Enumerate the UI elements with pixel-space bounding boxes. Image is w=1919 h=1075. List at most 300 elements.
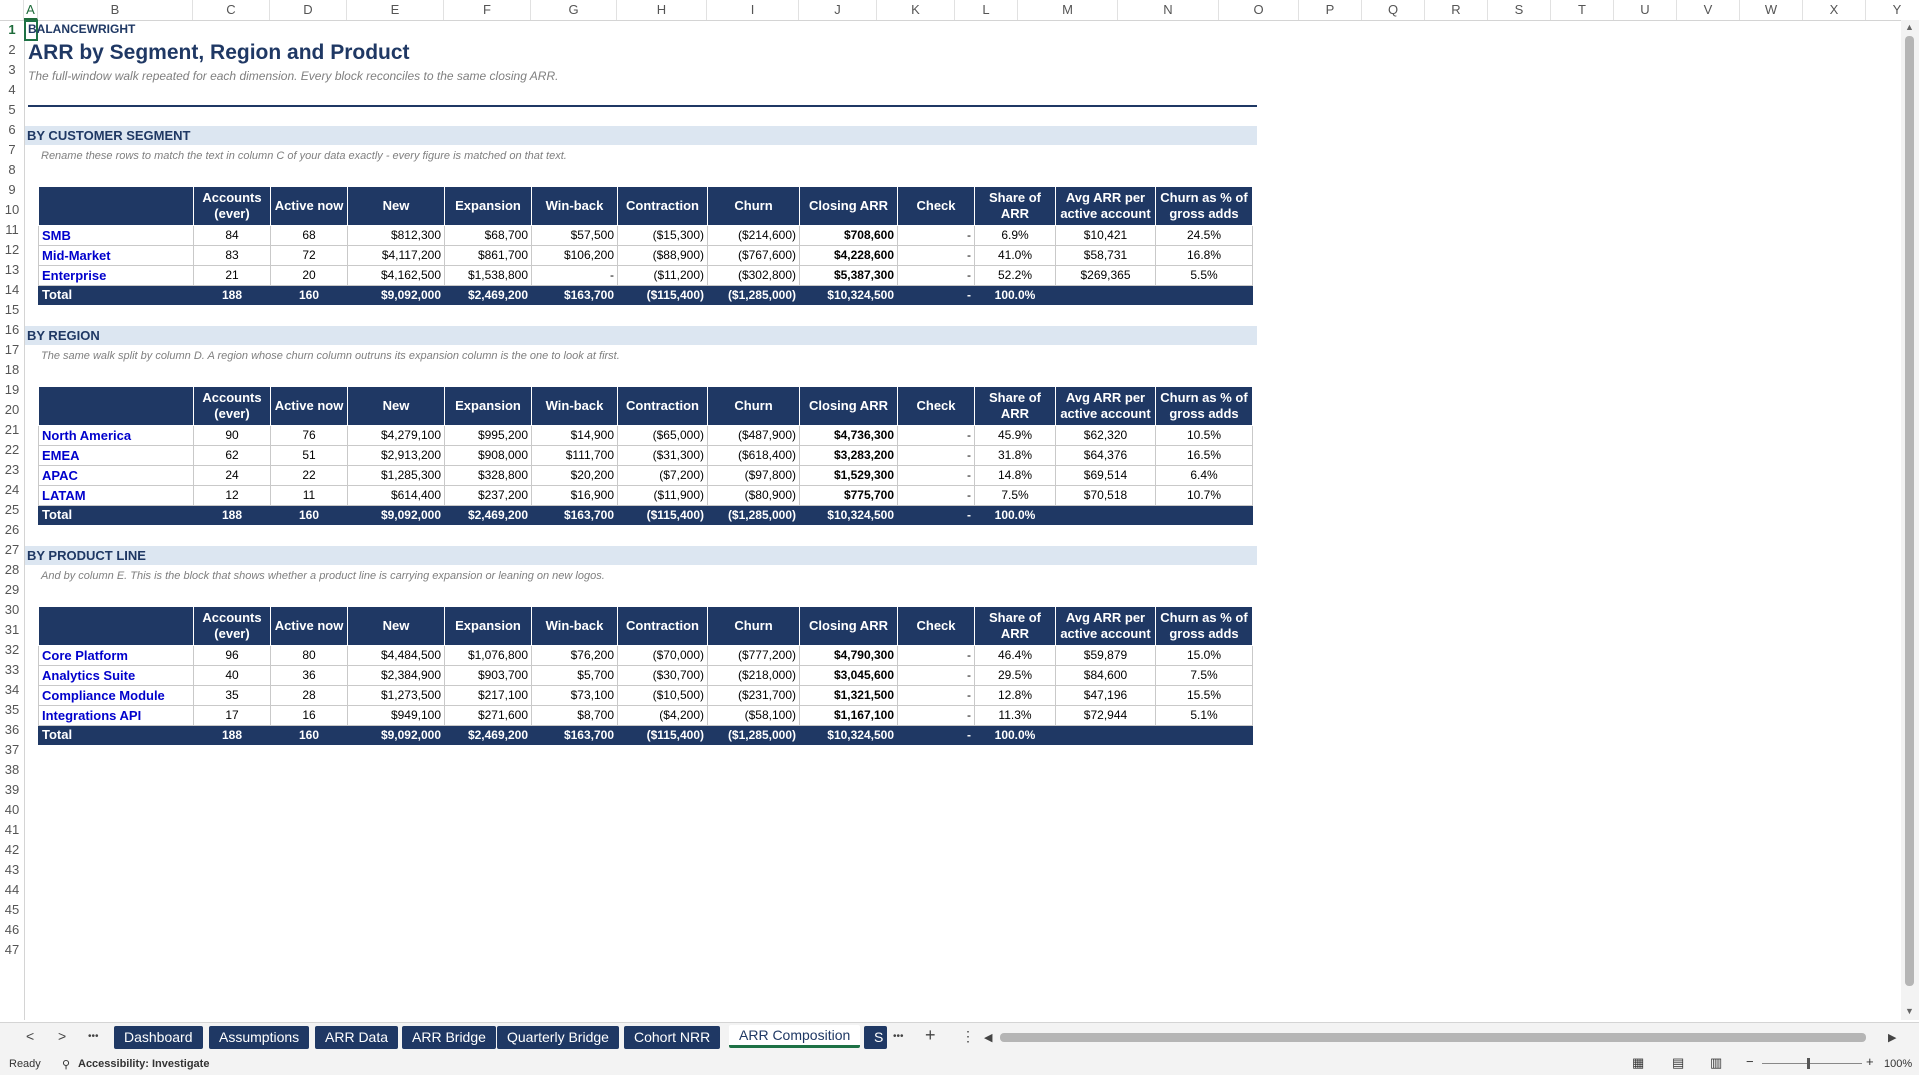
row-header-5[interactable]: 5 [8, 102, 16, 117]
cell-winback[interactable]: $16,900 [532, 486, 618, 506]
column-header-closing[interactable]: Closing ARR [800, 187, 898, 226]
cell-churnpct[interactable]: 15.5% [1156, 686, 1253, 706]
cell-winback[interactable]: $73,100 [532, 686, 618, 706]
cell-avg[interactable]: $62,320 [1056, 426, 1156, 446]
cell-new[interactable]: $4,484,500 [348, 646, 445, 666]
cell-churn[interactable]: ($80,900) [708, 486, 800, 506]
cell-closing[interactable]: $1,321,500 [800, 686, 898, 706]
column-header-k[interactable]: K [877, 0, 955, 20]
page-break-preview-icon[interactable]: ▥ [1710, 1055, 1723, 1070]
cell-winback[interactable]: $106,200 [532, 246, 618, 266]
cell-new[interactable]: $4,279,100 [348, 426, 445, 446]
cell-label[interactable]: Enterprise [39, 266, 194, 286]
column-header-j[interactable]: J [799, 0, 877, 20]
cell-expansion[interactable]: $1,538,800 [445, 266, 532, 286]
cell-closing[interactable]: $3,045,600 [800, 666, 898, 686]
cell-new[interactable]: $2,384,900 [348, 666, 445, 686]
cell-winback[interactable]: $5,700 [532, 666, 618, 686]
column-header-check[interactable]: Check [898, 187, 975, 226]
cell-label[interactable]: APAC [39, 466, 194, 486]
column-header-g[interactable]: G [531, 0, 617, 20]
cell-winback[interactable]: $163,700 [532, 286, 618, 305]
cell-churn[interactable]: ($767,600) [708, 246, 800, 266]
cell-active[interactable]: 20 [271, 266, 348, 286]
cell-avg[interactable]: $59,879 [1056, 646, 1156, 666]
cell-new[interactable]: $2,913,200 [348, 446, 445, 466]
column-header-expansion[interactable]: Expansion [445, 187, 532, 226]
row-header-6[interactable]: 6 [8, 122, 16, 137]
column-header-avg[interactable]: Avg ARR per active account [1056, 607, 1156, 646]
cell-label[interactable]: Mid-Market [39, 246, 194, 266]
cell-avg[interactable] [1056, 506, 1156, 525]
cell-new[interactable]: $812,300 [348, 226, 445, 246]
row-header-25[interactable]: 25 [4, 502, 20, 517]
row-header-1[interactable]: 1 [8, 22, 16, 37]
cell-closing[interactable]: $1,529,300 [800, 466, 898, 486]
cell-share[interactable]: 100.0% [975, 506, 1056, 525]
column-header-x[interactable]: X [1803, 0, 1866, 20]
sheet-tab-dashboard[interactable]: Dashboard [114, 1026, 203, 1049]
hscroll-right-icon[interactable]: ▶ [1888, 1032, 1897, 1044]
cell-check[interactable]: - [898, 226, 975, 246]
row-header-18[interactable]: 18 [4, 362, 20, 377]
column-header-share[interactable]: Share of ARR [975, 187, 1056, 226]
cell-winback[interactable]: $111,700 [532, 446, 618, 466]
row-header-3[interactable]: 3 [8, 62, 16, 77]
cell-contraction[interactable]: ($115,400) [618, 506, 708, 525]
column-header-closing[interactable]: Closing ARR [800, 387, 898, 426]
cell-active[interactable]: 160 [271, 286, 348, 305]
column-header-closing[interactable]: Closing ARR [800, 607, 898, 646]
column-header-churn[interactable]: Churn [708, 607, 800, 646]
cell-closing[interactable]: $3,283,200 [800, 446, 898, 466]
cell-churnpct[interactable] [1156, 286, 1253, 305]
column-header-p[interactable]: P [1299, 0, 1362, 20]
page-layout-icon[interactable]: ▤ [1672, 1055, 1685, 1070]
cell-accounts[interactable]: 84 [194, 226, 271, 246]
column-header-active[interactable]: Active now [271, 607, 348, 646]
column-header-churn[interactable]: Churn [708, 387, 800, 426]
cell-check[interactable]: - [898, 686, 975, 706]
cell-accounts[interactable]: 96 [194, 646, 271, 666]
cell-label[interactable]: Total [39, 506, 194, 525]
row-header-26[interactable]: 26 [4, 522, 20, 537]
cell-expansion[interactable]: $861,700 [445, 246, 532, 266]
normal-view-icon[interactable]: ▦ [1632, 1055, 1645, 1070]
cell-winback[interactable]: - [532, 266, 618, 286]
cell-new[interactable]: $4,162,500 [348, 266, 445, 286]
row-header-11[interactable]: 11 [5, 222, 19, 237]
cell-expansion[interactable]: $217,100 [445, 686, 532, 706]
cell-active[interactable]: 28 [271, 686, 348, 706]
row-header-15[interactable]: 15 [4, 302, 20, 317]
cell-churn[interactable]: ($214,600) [708, 226, 800, 246]
zoom-in-button[interactable]: + [1866, 1054, 1874, 1069]
cell-churnpct[interactable]: 5.1% [1156, 706, 1253, 726]
row-header-32[interactable]: 32 [4, 642, 20, 657]
cell-accounts[interactable]: 62 [194, 446, 271, 466]
cell-avg[interactable]: $58,731 [1056, 246, 1156, 266]
cell-avg[interactable]: $69,514 [1056, 466, 1156, 486]
column-header-churnpct[interactable]: Churn as % of gross adds [1156, 607, 1253, 646]
cell-label[interactable]: Total [39, 286, 194, 305]
row-header-43[interactable]: 43 [4, 862, 20, 877]
column-header-active[interactable]: Active now [271, 187, 348, 226]
select-all-corner[interactable] [0, 0, 24, 20]
cell-share[interactable]: 41.0% [975, 246, 1056, 266]
cell-churn[interactable]: ($218,000) [708, 666, 800, 686]
row-header-36[interactable]: 36 [4, 722, 20, 737]
column-header-churnpct[interactable]: Churn as % of gross adds [1156, 187, 1253, 226]
cell-contraction[interactable]: ($115,400) [618, 726, 708, 745]
cell-accounts[interactable]: 12 [194, 486, 271, 506]
cell-check[interactable]: - [898, 266, 975, 286]
column-header-f[interactable]: F [444, 0, 531, 20]
column-header-new[interactable]: New [348, 387, 445, 426]
row-header-46[interactable]: 46 [4, 922, 20, 937]
cell-share[interactable]: 52.2% [975, 266, 1056, 286]
column-header-avg[interactable]: Avg ARR per active account [1056, 387, 1156, 426]
tab-more-icon[interactable]: ••• [88, 1031, 99, 1042]
cell-expansion[interactable]: $908,000 [445, 446, 532, 466]
row-header-21[interactable]: 21 [4, 422, 20, 437]
row-header-20[interactable]: 20 [4, 402, 20, 417]
cell-label[interactable]: LATAM [39, 486, 194, 506]
cell-share[interactable]: 100.0% [975, 286, 1056, 305]
cell-closing[interactable]: $10,324,500 [800, 726, 898, 745]
cell-active[interactable]: 16 [271, 706, 348, 726]
column-header-expansion[interactable]: Expansion [445, 387, 532, 426]
vertical-scrollbar[interactable] [1901, 20, 1919, 1020]
row-header-24[interactable]: 24 [4, 482, 20, 497]
tab-options-icon[interactable]: ⋮ [961, 1028, 975, 1044]
row-header-14[interactable]: 14 [4, 282, 20, 297]
cell-winback[interactable]: $163,700 [532, 506, 618, 525]
sheet-tab-s[interactable]: S [864, 1026, 887, 1049]
row-header-34[interactable]: 34 [4, 682, 20, 697]
row-header-23[interactable]: 23 [4, 462, 20, 477]
row-header-38[interactable]: 38 [4, 762, 20, 777]
column-header-r[interactable]: R [1425, 0, 1488, 20]
cell-churnpct[interactable]: 24.5% [1156, 226, 1253, 246]
cell-check[interactable]: - [898, 706, 975, 726]
scroll-down-icon[interactable]: ▼ [1905, 1006, 1914, 1016]
column-header-churnpct[interactable]: Churn as % of gross adds [1156, 387, 1253, 426]
column-header-l[interactable]: L [955, 0, 1018, 20]
cell-closing[interactable]: $4,790,300 [800, 646, 898, 666]
row-header-8[interactable]: 8 [8, 162, 16, 177]
cell-accounts[interactable]: 83 [194, 246, 271, 266]
cell-expansion[interactable]: $2,469,200 [445, 506, 532, 525]
cell-check[interactable]: - [898, 426, 975, 446]
cell-new[interactable]: $9,092,000 [348, 726, 445, 745]
cell-churnpct[interactable]: 16.5% [1156, 446, 1253, 466]
cell-closing[interactable]: $4,736,300 [800, 426, 898, 446]
column-header-label[interactable] [39, 607, 194, 646]
cell-churnpct[interactable]: 10.5% [1156, 426, 1253, 446]
cell-active[interactable]: 11 [271, 486, 348, 506]
cell-avg[interactable]: $10,421 [1056, 226, 1156, 246]
column-header-new[interactable]: New [348, 607, 445, 646]
column-header-e[interactable]: E [347, 0, 444, 20]
column-header-label[interactable] [39, 187, 194, 226]
cell-expansion[interactable]: $2,469,200 [445, 286, 532, 305]
cell-closing[interactable]: $1,167,100 [800, 706, 898, 726]
cell-share[interactable]: 29.5% [975, 666, 1056, 686]
cell-avg[interactable]: $47,196 [1056, 686, 1156, 706]
cell-active[interactable]: 68 [271, 226, 348, 246]
row-header-2[interactable]: 2 [8, 42, 16, 57]
cell-churn[interactable]: ($1,285,000) [708, 726, 800, 745]
add-sheet-icon[interactable]: + [925, 1025, 936, 1045]
column-header-d[interactable]: D [270, 0, 347, 20]
cell-contraction[interactable]: ($11,200) [618, 266, 708, 286]
column-header-contraction[interactable]: Contraction [618, 187, 708, 226]
cell-accounts[interactable]: 24 [194, 466, 271, 486]
row-header-17[interactable]: 17 [4, 342, 20, 357]
column-header-contraction[interactable]: Contraction [618, 607, 708, 646]
cell-avg[interactable]: $64,376 [1056, 446, 1156, 466]
cell-winback[interactable]: $8,700 [532, 706, 618, 726]
column-header-accounts[interactable]: Accounts (ever) [194, 387, 271, 426]
column-header-check[interactable]: Check [898, 607, 975, 646]
sheet-tab-arr-data[interactable]: ARR Data [315, 1026, 398, 1049]
zoom-out-button[interactable]: − [1746, 1054, 1754, 1069]
row-header-29[interactable]: 29 [4, 582, 20, 597]
row-header-41[interactable]: 41 [4, 822, 20, 837]
cell-churn[interactable]: ($231,700) [708, 686, 800, 706]
cell-winback[interactable]: $76,200 [532, 646, 618, 666]
row-header-27[interactable]: 27 [4, 542, 20, 557]
cell-expansion[interactable]: $995,200 [445, 426, 532, 446]
cell-churnpct[interactable]: 10.7% [1156, 486, 1253, 506]
cell-churnpct[interactable]: 5.5% [1156, 266, 1253, 286]
column-header-churn[interactable]: Churn [708, 187, 800, 226]
row-header-31[interactable]: 31 [4, 622, 20, 637]
cell-check[interactable]: - [898, 446, 975, 466]
column-header-q[interactable]: Q [1362, 0, 1425, 20]
cell-churn[interactable]: ($1,285,000) [708, 286, 800, 305]
cell-churnpct[interactable]: 16.8% [1156, 246, 1253, 266]
cell-label[interactable]: Compliance Module [39, 686, 194, 706]
cell-new[interactable]: $9,092,000 [348, 506, 445, 525]
cell-active[interactable]: 51 [271, 446, 348, 466]
cell-contraction[interactable]: ($65,000) [618, 426, 708, 446]
cell-churnpct[interactable]: 6.4% [1156, 466, 1253, 486]
cell-churn[interactable]: ($487,900) [708, 426, 800, 446]
cell-contraction[interactable]: ($10,500) [618, 686, 708, 706]
sheet-tab-assumptions[interactable]: Assumptions [209, 1026, 309, 1049]
row-header-22[interactable]: 22 [4, 442, 20, 457]
row-header-39[interactable]: 39 [4, 782, 20, 797]
row-header-7[interactable]: 7 [8, 142, 16, 157]
cell-label[interactable]: North America [39, 426, 194, 446]
cell-accounts[interactable]: 40 [194, 666, 271, 686]
sheet-tab-cohort-nrr[interactable]: Cohort NRR [624, 1026, 720, 1049]
cell-new[interactable]: $9,092,000 [348, 286, 445, 305]
cell-churnpct[interactable] [1156, 506, 1253, 525]
sheet-tab-quarterly-bridge[interactable]: Quarterly Bridge [497, 1026, 619, 1049]
row-header-47[interactable]: 47 [4, 942, 20, 957]
cell-avg[interactable] [1056, 726, 1156, 745]
cell-closing[interactable]: $775,700 [800, 486, 898, 506]
column-header-accounts[interactable]: Accounts (ever) [194, 187, 271, 226]
cell-check[interactable]: - [898, 286, 975, 305]
cell-label[interactable]: EMEA [39, 446, 194, 466]
accessibility-icon[interactable]: ⚲ [62, 1059, 71, 1071]
cell-expansion[interactable]: $903,700 [445, 666, 532, 686]
cell-avg[interactable]: $84,600 [1056, 666, 1156, 686]
cell-contraction[interactable]: ($30,700) [618, 666, 708, 686]
column-header-check[interactable]: Check [898, 387, 975, 426]
cell-closing[interactable]: $708,600 [800, 226, 898, 246]
cell-active[interactable]: 80 [271, 646, 348, 666]
cell-winback[interactable]: $14,900 [532, 426, 618, 446]
column-header-o[interactable]: O [1219, 0, 1299, 20]
cell-expansion[interactable]: $1,076,800 [445, 646, 532, 666]
cell-closing[interactable]: $10,324,500 [800, 506, 898, 525]
cell-check[interactable]: - [898, 646, 975, 666]
tab-scroll-left-icon[interactable]: < [26, 1028, 35, 1044]
cell-expansion[interactable]: $68,700 [445, 226, 532, 246]
column-header-w[interactable]: W [1740, 0, 1803, 20]
cell-avg[interactable] [1056, 286, 1156, 305]
cell-active[interactable]: 22 [271, 466, 348, 486]
cell-contraction[interactable]: ($70,000) [618, 646, 708, 666]
cell-expansion[interactable]: $237,200 [445, 486, 532, 506]
cell-churn[interactable]: ($302,800) [708, 266, 800, 286]
cell-winback[interactable]: $163,700 [532, 726, 618, 745]
cell-share[interactable]: 45.9% [975, 426, 1056, 446]
row-header-9[interactable]: 9 [8, 182, 16, 197]
column-header-winback[interactable]: Win-back [532, 387, 618, 426]
row-header-45[interactable]: 45 [4, 902, 20, 917]
cell-check[interactable]: - [898, 506, 975, 525]
column-header-accounts[interactable]: Accounts (ever) [194, 607, 271, 646]
cell-check[interactable]: - [898, 486, 975, 506]
sheet-tab-arr-bridge[interactable]: ARR Bridge [402, 1026, 496, 1049]
accessibility-status[interactable]: Accessibility: Investigate [78, 1058, 210, 1070]
cell-check[interactable]: - [898, 666, 975, 686]
column-header-winback[interactable]: Win-back [532, 607, 618, 646]
cell-contraction[interactable]: ($7,200) [618, 466, 708, 486]
column-header-new[interactable]: New [348, 187, 445, 226]
cell-check[interactable]: - [898, 726, 975, 745]
cell-check[interactable]: - [898, 466, 975, 486]
zoom-slider[interactable] [1762, 1063, 1862, 1064]
cell-avg[interactable]: $70,518 [1056, 486, 1156, 506]
cell-active[interactable]: 76 [271, 426, 348, 446]
cell-churn[interactable]: ($618,400) [708, 446, 800, 466]
column-header-i[interactable]: I [707, 0, 799, 20]
cell-new[interactable]: $1,285,300 [348, 466, 445, 486]
cell-contraction[interactable]: ($15,300) [618, 226, 708, 246]
column-header-m[interactable]: M [1018, 0, 1118, 20]
cell-winback[interactable]: $20,200 [532, 466, 618, 486]
cell-closing[interactable]: $5,387,300 [800, 266, 898, 286]
cell-churn[interactable]: ($777,200) [708, 646, 800, 666]
row-header-33[interactable]: 33 [4, 662, 20, 677]
column-header-share[interactable]: Share of ARR [975, 607, 1056, 646]
cell-accounts[interactable]: 188 [194, 726, 271, 745]
cell-churn[interactable]: ($97,800) [708, 466, 800, 486]
column-header-n[interactable]: N [1118, 0, 1219, 20]
cell-active[interactable]: 160 [271, 726, 348, 745]
row-header-12[interactable]: 12 [4, 242, 20, 257]
column-header-contraction[interactable]: Contraction [618, 387, 708, 426]
cell-label[interactable]: Core Platform [39, 646, 194, 666]
cell-avg[interactable]: $269,365 [1056, 266, 1156, 286]
cell-contraction[interactable]: ($115,400) [618, 286, 708, 305]
cell-churnpct[interactable]: 7.5% [1156, 666, 1253, 686]
cell-label[interactable]: Analytics Suite [39, 666, 194, 686]
cell-new[interactable]: $949,100 [348, 706, 445, 726]
cell-share[interactable]: 7.5% [975, 486, 1056, 506]
cell-expansion[interactable]: $328,800 [445, 466, 532, 486]
cell-expansion[interactable]: $271,600 [445, 706, 532, 726]
tab-scroll-right-icon[interactable]: > [58, 1028, 67, 1044]
column-header-v[interactable]: V [1677, 0, 1740, 20]
cell-share[interactable]: 14.8% [975, 466, 1056, 486]
row-header-13[interactable]: 13 [4, 262, 20, 277]
cell-contraction[interactable]: ($11,900) [618, 486, 708, 506]
column-header-expansion[interactable]: Expansion [445, 607, 532, 646]
zoom-level[interactable]: 100% [1884, 1058, 1913, 1070]
column-header-s[interactable]: S [1488, 0, 1551, 20]
cell-check[interactable]: - [898, 246, 975, 266]
row-header-16[interactable]: 16 [4, 322, 20, 337]
row-header-28[interactable]: 28 [4, 562, 20, 577]
cell-label[interactable]: Integrations API [39, 706, 194, 726]
column-header-c[interactable]: C [193, 0, 270, 20]
column-header-y[interactable]: Y [1866, 0, 1919, 20]
cell-contraction[interactable]: ($31,300) [618, 446, 708, 466]
cell-new[interactable]: $1,273,500 [348, 686, 445, 706]
row-header-40[interactable]: 40 [4, 802, 20, 817]
cell-churnpct[interactable] [1156, 726, 1253, 745]
cell-accounts[interactable]: 188 [194, 506, 271, 525]
column-header-label[interactable] [39, 387, 194, 426]
row-header-19[interactable]: 19 [4, 382, 20, 397]
cell-expansion[interactable]: $2,469,200 [445, 726, 532, 745]
cell-contraction[interactable]: ($88,900) [618, 246, 708, 266]
cell-active[interactable]: 160 [271, 506, 348, 525]
row-header-35[interactable]: 35 [4, 702, 20, 717]
horizontal-scroll-thumb[interactable] [1000, 1033, 1866, 1042]
zoom-slider-thumb[interactable] [1807, 1058, 1810, 1069]
sheet-tab-arr-composition[interactable]: ARR Composition [729, 1025, 860, 1048]
column-header-t[interactable]: T [1551, 0, 1614, 20]
cell-accounts[interactable]: 188 [194, 286, 271, 305]
tab-overflow-icon[interactable]: ••• [893, 1031, 904, 1042]
row-header-42[interactable]: 42 [4, 842, 20, 857]
cell-contraction[interactable]: ($4,200) [618, 706, 708, 726]
cell-churn[interactable]: ($58,100) [708, 706, 800, 726]
cell-accounts[interactable]: 90 [194, 426, 271, 446]
cell-accounts[interactable]: 35 [194, 686, 271, 706]
cell-share[interactable]: 100.0% [975, 726, 1056, 745]
row-header-30[interactable]: 30 [4, 602, 20, 617]
cell-active[interactable]: 72 [271, 246, 348, 266]
column-header-h[interactable]: H [617, 0, 707, 20]
vertical-scroll-thumb[interactable] [1905, 36, 1914, 986]
row-header-10[interactable]: 10 [4, 202, 20, 217]
cell-label[interactable]: SMB [39, 226, 194, 246]
column-header-b[interactable]: B [38, 0, 193, 20]
cell-share[interactable]: 31.8% [975, 446, 1056, 466]
cell-churnpct[interactable]: 15.0% [1156, 646, 1253, 666]
cell-new[interactable]: $4,117,200 [348, 246, 445, 266]
